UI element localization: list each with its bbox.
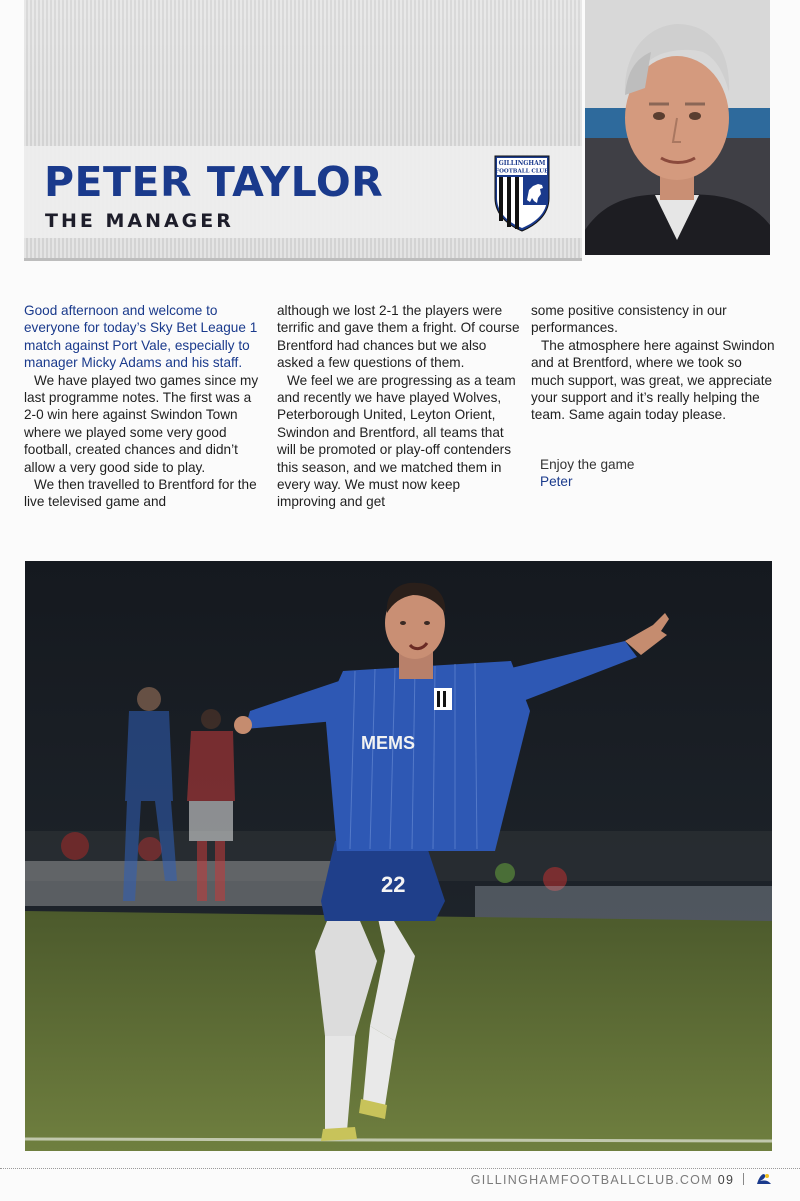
shirt-number: 22 <box>381 872 406 897</box>
sponsor-logo-icon <box>756 1172 772 1186</box>
article-column-3 <box>531 302 776 424</box>
article-intro: Good afternoon and welcome to everyone for today’s Sky Bet League 1 match against Port Vale, especially to manager Micky Adams and his staff. <box>24 303 258 371</box>
shirt-sponsor: MEMS <box>361 733 415 753</box>
manager-role: THE MANAGER <box>45 210 234 232</box>
sign-off <box>540 456 720 491</box>
match-photo-image <box>25 561 772 1151</box>
crest-text-line2: FOOTBALL CLUB <box>495 168 549 175</box>
article-paragraph: The atmosphere here against Swindon and at Brentford, where we took so much support, was great, we appreciate your support and it’s really helping the team. Same again today please. <box>531 337 775 423</box>
article-paragraph: although we lost 2-1 the players were terrific and gave them a fright. Of course Brentford had chances but we also asked a few questions of them. <box>277 303 520 371</box>
match-photo <box>25 561 772 1151</box>
manager-portrait <box>585 0 770 255</box>
portrait-image <box>585 0 770 255</box>
article-paragraph: We have played two games since my last programme notes. The first was a 2-0 win here against Swindon Town where we played some very good football, created chances and didn’t allow a very good side to play. <box>24 372 259 475</box>
article-column-2 <box>277 302 522 511</box>
article-paragraph: We then travelled to Brentford for the live televised game and <box>24 477 257 510</box>
crest-text-line1: GILLINGHAM <box>498 160 546 167</box>
manager-name: PETER TAYLOR <box>44 158 384 206</box>
article-paragraph: We feel we are progressing as a team and recently we have played Wolves, Peterborough United, Leyton Orient, Swindon and Brentford, all teams that will be promoted or play-off contenders this season, and we matched them in every way. We must now keep improving and get <box>277 372 516 510</box>
page-number: 09 <box>717 1173 735 1187</box>
club-crest-icon <box>494 154 550 232</box>
footer-separator <box>743 1173 744 1185</box>
article-column-1 <box>24 302 259 511</box>
title-strip <box>24 146 582 238</box>
footer-site-url: GILLINGHAMFOOTBALLCLUB.COM <box>470 1173 713 1187</box>
header-sheen <box>24 0 582 145</box>
footer <box>471 1173 748 1187</box>
footer-rule <box>0 1168 800 1169</box>
sign-off-signature: Peter <box>540 474 573 490</box>
header-band <box>24 0 582 261</box>
sign-off-greeting: Enjoy the game <box>540 457 635 472</box>
article-paragraph: some positive consistency in our performances. <box>531 303 727 336</box>
